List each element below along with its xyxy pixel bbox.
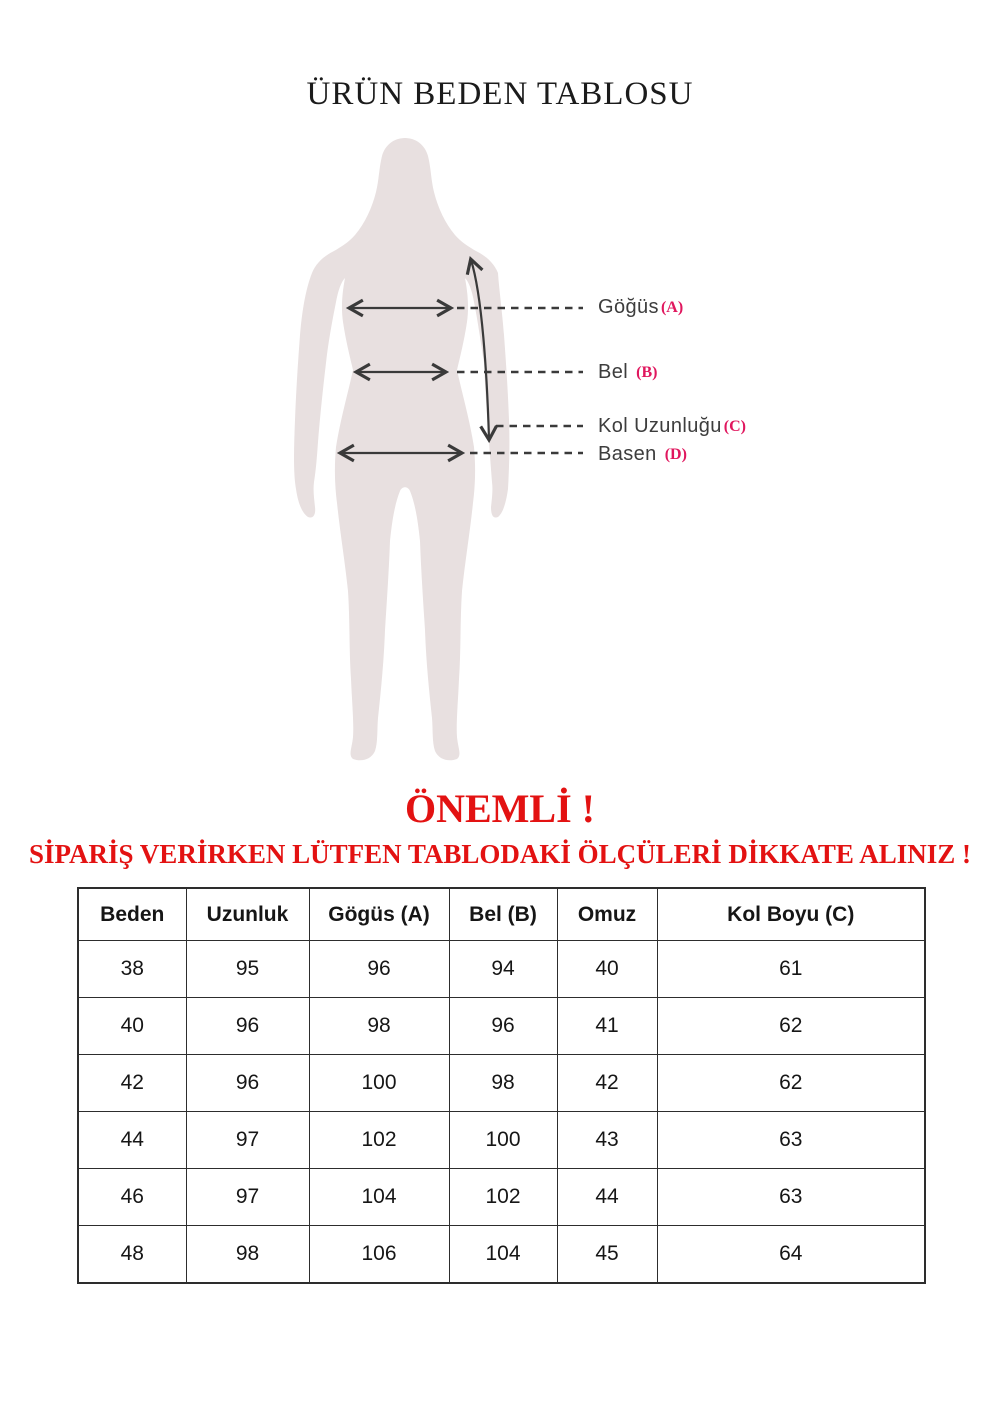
size-cell: 61 <box>657 941 925 998</box>
size-cell: 102 <box>449 1169 557 1226</box>
table-row <box>78 1112 925 1169</box>
size-cell: 41 <box>557 998 657 1055</box>
size-cell: 44 <box>78 1112 186 1169</box>
size-cell: 42 <box>557 1055 657 1112</box>
size-cell: 96 <box>449 998 557 1055</box>
table-row <box>78 1169 925 1226</box>
size-cell: 62 <box>657 998 925 1055</box>
size-cell: 97 <box>186 1169 309 1226</box>
body-silhouette <box>294 138 509 760</box>
table-header-row <box>78 888 925 941</box>
measurement-name: Basen <box>598 443 657 465</box>
notice-subheading: SİPARİŞ VERİRKEN LÜTFEN TABLODAKİ ÖLÇÜLERİ DİKKATE ALINIZ ! <box>29 839 971 869</box>
size-cell: 63 <box>657 1169 925 1226</box>
column-header-bel: Bel (B) <box>449 888 557 941</box>
size-cell: 98 <box>449 1055 557 1112</box>
size-cell: 38 <box>78 941 186 998</box>
table-row <box>78 941 925 998</box>
size-cell: 100 <box>309 1055 449 1112</box>
measurement-key: (C) <box>723 418 746 435</box>
size-cell: 40 <box>557 941 657 998</box>
measurement-key: (D) <box>664 446 687 463</box>
size-cell: 42 <box>78 1055 186 1112</box>
size-cell: 94 <box>449 941 557 998</box>
size-cell: 45 <box>557 1226 657 1284</box>
size-cell: 102 <box>309 1112 449 1169</box>
measurement-key: (B) <box>636 364 658 381</box>
size-cell: 100 <box>449 1112 557 1169</box>
size-cell: 98 <box>309 998 449 1055</box>
size-cell: 46 <box>78 1169 186 1226</box>
measurement-label-hip <box>598 441 687 469</box>
measurement-name: Bel <box>598 361 629 383</box>
column-header-omuz: Omuz <box>557 888 657 941</box>
column-header-gogus: Gögüs (A) <box>309 888 449 941</box>
table-row <box>78 1055 925 1112</box>
size-cell: 44 <box>557 1169 657 1226</box>
table-row <box>78 998 925 1055</box>
size-cell: 96 <box>186 998 309 1055</box>
notice-heading: ÖNEMLİ ! <box>405 786 595 831</box>
size-cell: 43 <box>557 1112 657 1169</box>
size-cell: 106 <box>309 1226 449 1284</box>
size-cell: 104 <box>449 1226 557 1284</box>
measurement-label-waist <box>598 359 657 387</box>
measurement-diagram <box>290 130 595 770</box>
size-cell: 63 <box>657 1112 925 1169</box>
size-cell: 64 <box>657 1226 925 1284</box>
size-table <box>77 887 926 1284</box>
measurement-key: (A) <box>660 299 684 316</box>
column-header-kol-boyu: Kol Boyu (C) <box>657 888 925 941</box>
size-cell: 62 <box>657 1055 925 1112</box>
size-cell: 96 <box>309 941 449 998</box>
size-cell: 98 <box>186 1226 309 1284</box>
measurement-label-chest <box>598 294 683 322</box>
measurement-name: Göğüs <box>598 296 659 318</box>
column-header-beden: Beden <box>78 888 186 941</box>
measurement-label-arm-length <box>598 413 746 441</box>
size-cell: 95 <box>186 941 309 998</box>
page-title: ÜRÜN BEDEN TABLOSU <box>306 76 694 112</box>
measurement-name: Kol Uzunluğu <box>598 415 722 437</box>
column-header-uzunluk: Uzunluk <box>186 888 309 941</box>
size-cell: 48 <box>78 1226 186 1284</box>
size-cell: 97 <box>186 1112 309 1169</box>
size-cell: 104 <box>309 1169 449 1226</box>
size-cell: 96 <box>186 1055 309 1112</box>
size-cell: 40 <box>78 998 186 1055</box>
table-row <box>78 1226 925 1284</box>
